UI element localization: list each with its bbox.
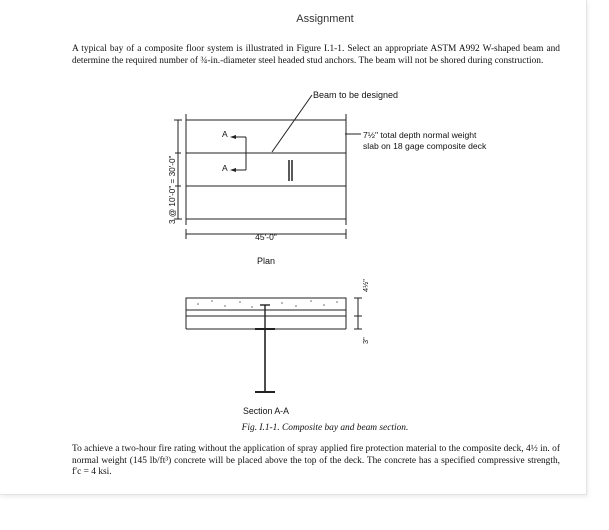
problem-paragraph-1: A typical bay of a composite floor system is illustrated in Figure I.1-1. Select an appropriate ASTM A992 W-shaped beam and determine the required number of ¾-in.-diameter steel headed stud anchors. The beam will not be shored during construction.	[72, 44, 560, 66]
deck-dimension-label: 3"	[361, 337, 370, 344]
section-mark-bottom: A	[222, 163, 228, 173]
beam-label: Beam to be designed	[313, 90, 399, 100]
plan-bay-outline	[186, 120, 346, 219]
figure-caption: Fig. I.1-1. Composite bay and beam section.	[241, 423, 409, 433]
topping-dimension-label: 4½"	[361, 279, 370, 292]
page-title: Assignment	[296, 13, 354, 25]
bay-dimension-label: 3 @ 10'-0" = 30'-0"	[168, 155, 177, 224]
concrete-slab	[186, 298, 346, 316]
section-label: Section A-A	[243, 406, 289, 416]
problem-paragraph-2: To achieve a two-hour fire rating without the application of spray applied fire protection material to the composite deck, 4½ in. of normal weight (145 lb/ft³) concrete will be placed above the top of the deck. The concrete has a specified compressive strength, f′c = 4 ksi.	[72, 444, 560, 478]
section-mark-top: A	[222, 129, 228, 139]
plan-label: Plan	[256, 256, 276, 266]
span-dimension-label: 45'-0"	[255, 232, 277, 242]
beam-leader-line	[272, 95, 312, 152]
slab-label: 7½" total depth normal weight slab on 18 gage composite deck	[363, 130, 487, 151]
